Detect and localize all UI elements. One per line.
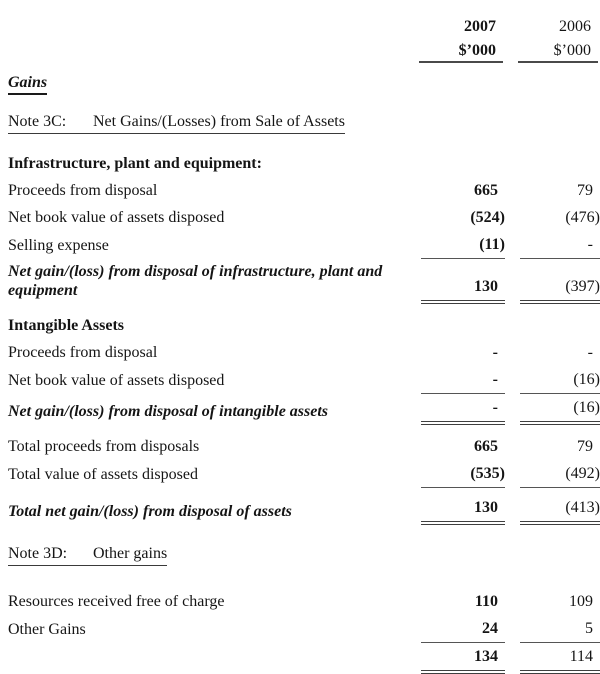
value-2007: 24 <box>421 615 505 643</box>
row-label: Proceeds from disposal <box>8 182 158 199</box>
value-2006: (397) <box>520 273 600 304</box>
note-3c-label: Note 3C: <box>8 113 67 130</box>
row-label: Total proceeds from disposals <box>8 438 200 455</box>
row-label: Selling expense <box>8 237 109 254</box>
column-header-2007: 2007 <box>464 18 496 35</box>
value-2006: 79 <box>577 182 593 199</box>
table-row <box>8 615 600 643</box>
value-2007: 665 <box>474 182 498 199</box>
row-label: Proceeds from disposal <box>8 344 158 361</box>
table-row <box>8 460 600 488</box>
value-2007: (11) <box>421 231 505 259</box>
table-row <box>8 204 600 231</box>
column-unit-2007: $’000 <box>419 41 503 63</box>
row-label: Infrastructure, plant and equipment: <box>8 155 262 172</box>
table-row <box>8 231 600 259</box>
table-row <box>8 588 600 615</box>
value-2006: (16) <box>520 366 600 394</box>
value-2007: (535) <box>421 460 505 488</box>
note-3c-heading <box>8 112 345 134</box>
column-header-2006: 2006 <box>559 18 591 35</box>
table-row <box>8 366 600 394</box>
row-label: Total value of assets disposed <box>8 466 198 483</box>
value-2006: - <box>520 231 600 259</box>
value-2007: 134 <box>421 643 505 674</box>
note-3c-title: Net Gains/(Losses) from Sale of Assets <box>93 113 345 130</box>
header-spacer <box>8 36 419 63</box>
section-heading-gains: Gains <box>8 73 47 95</box>
note-3d-heading <box>8 544 167 566</box>
value-2007: - <box>421 366 505 394</box>
value-2006: (476) <box>565 209 600 226</box>
row-label <box>8 647 421 674</box>
value-2006: 79 <box>577 438 593 455</box>
value-2007: 665 <box>474 438 498 455</box>
value-2007: - <box>421 394 505 425</box>
value-2006: - <box>587 344 593 361</box>
value-2006: (413) <box>520 494 600 525</box>
value-2007: 110 <box>474 593 498 610</box>
row-label: Net book value of assets disposed <box>8 209 225 226</box>
value-2006: 109 <box>569 593 593 610</box>
table-row-subtotal <box>8 394 600 425</box>
value-2006: (16) <box>520 394 600 425</box>
table-row <box>8 177 600 204</box>
value-2007: - <box>492 344 498 361</box>
value-2006: (492) <box>520 460 600 488</box>
column-unit-2006: $’000 <box>518 41 598 63</box>
row-label: Net gain/(loss) from disposal of infrastructure, plant and equipment <box>8 263 383 299</box>
table-row <box>8 433 600 460</box>
table-row <box>8 339 600 366</box>
row-label: Resources received free of charge <box>8 593 225 610</box>
row-label: Net gain/(loss) from disposal of intangible assets <box>8 403 329 420</box>
note-3d-title: Other gains <box>93 545 168 562</box>
value-2007: (524) <box>470 209 505 226</box>
header-spacer <box>8 9 419 36</box>
value-2007: 130 <box>421 494 505 525</box>
table-row-grand-total <box>8 494 600 525</box>
value-2006: 114 <box>520 643 600 674</box>
table-row <box>8 150 600 177</box>
table-row-subtotal <box>8 259 600 304</box>
row-label: Intangible Assets <box>8 317 125 334</box>
row-label: Other Gains <box>8 621 86 638</box>
value-2006: 5 <box>520 615 600 643</box>
other-gains-table <box>8 588 600 674</box>
table-header-years <box>8 9 600 36</box>
row-label: Total net gain/(loss) from disposal of assets <box>8 503 292 520</box>
note-3d-label: Note 3D: <box>8 545 68 562</box>
value-2007: 130 <box>421 273 505 304</box>
table-row <box>8 312 600 339</box>
row-label: Net book value of assets disposed <box>8 372 225 389</box>
sale-of-assets-table <box>8 150 600 525</box>
table-row-total <box>8 643 600 674</box>
table-header-units <box>8 36 600 63</box>
